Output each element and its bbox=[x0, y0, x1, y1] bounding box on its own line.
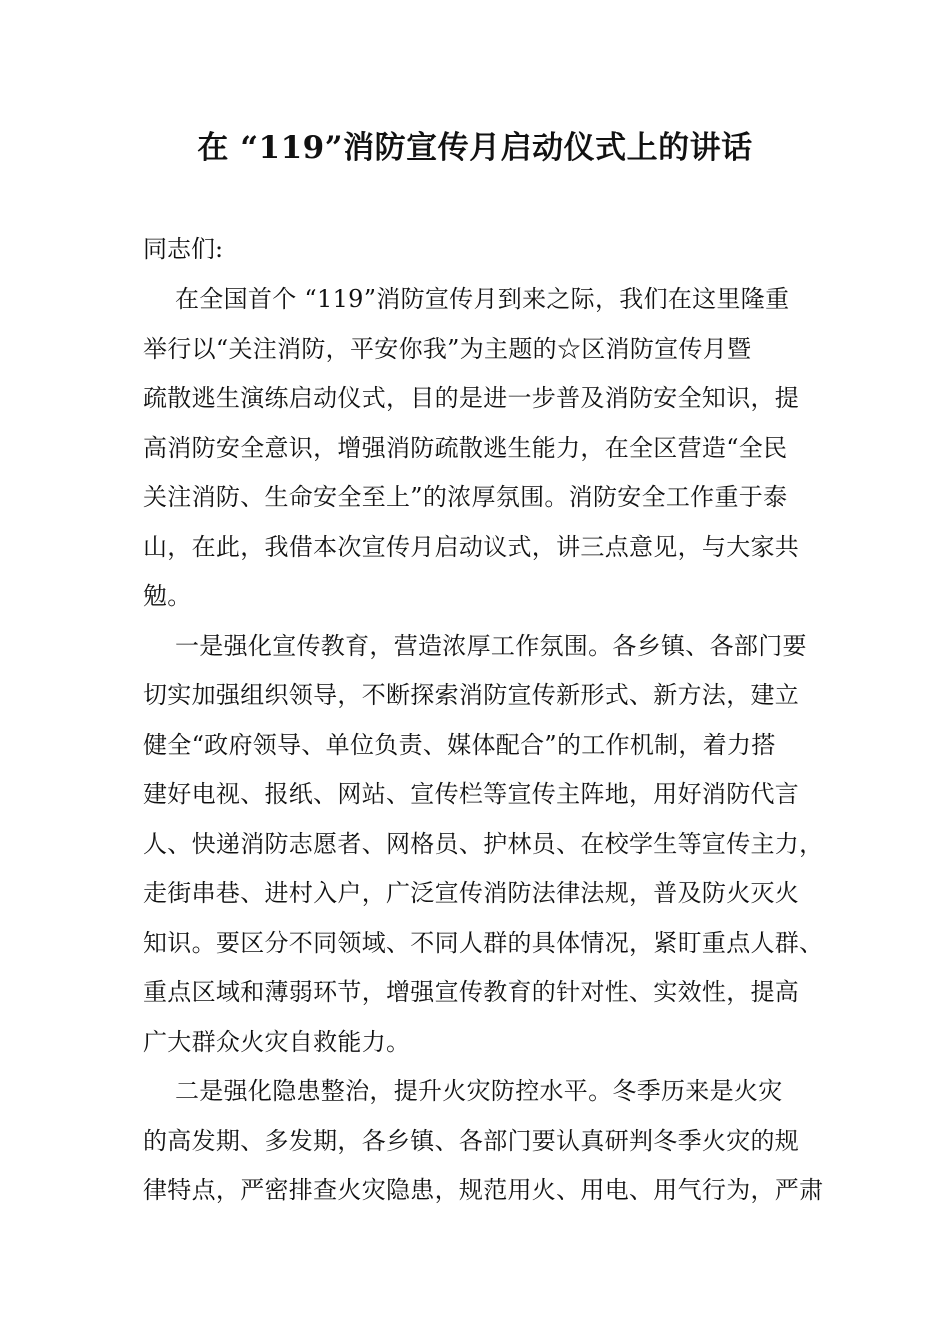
greeting: 同志们: bbox=[143, 235, 224, 263]
paragraph-line: 在全国首个 “119”消防宣传月到来之际，我们在这里隆重 bbox=[175, 285, 790, 313]
paragraph-line: 山，在此，我借本次宣传月启动议式，讲三点意见，与大家共 bbox=[143, 532, 800, 561]
paragraph-line: 人、快递消防志愿者、网格员、护林员、在校学生等宣传主力， bbox=[143, 829, 824, 858]
paragraph bbox=[143, 282, 823, 629]
paragraph-line: 关注消防、生命安全至上”的浓厚氛围。消防安全工作重于泰 bbox=[143, 483, 788, 511]
paragraph-line: 重点区域和薄弱环节，增强宣传教育的针对性、实效性，提高 bbox=[143, 978, 800, 1006]
paragraph-line: 走街串巷、进村入户，广泛宣传消防法律法规，普及防火灭火 bbox=[143, 879, 800, 907]
paragraph-line: 的高发期、多发期，各乡镇、各部门要认真研判冬季火灾的规 bbox=[143, 1126, 800, 1155]
paragraph-line: 切实加强组织领导，不断探索消防宣传新形式、新方法，建立 bbox=[143, 681, 800, 709]
paragraph bbox=[143, 629, 823, 1075]
paragraph-line: 一是强化宣传教育，营造浓厚工作氛围。各乡镇、各部门要 bbox=[175, 631, 807, 660]
paragraph-line: 勉。 bbox=[143, 582, 192, 610]
paragraph-line: 高消防安全意识，增强消防疏散逃生能力，在全区营造“全民 bbox=[143, 433, 788, 462]
paragraph-line: 举行以“关注消防，平安你我”为主题的☆区消防宣传月暨 bbox=[143, 334, 752, 363]
paragraph-line: 广大群众火灾自救能力。 bbox=[143, 1027, 411, 1056]
paragraph-line: 健全“政府领导、单位负责、媒体配合”的工作机制，着力搭 bbox=[143, 730, 776, 759]
document-title: 在 “119”消防宣传月启动仪式上的讲话 bbox=[197, 130, 753, 166]
paragraph-line: 知识。要区分不同领域、不同人群的具体情况，紧盯重点人群、 bbox=[143, 928, 824, 957]
paragraph-line: 二是强化隐患整治，提升火灾防控水平。冬季历来是火灾 bbox=[175, 1077, 783, 1105]
document-body bbox=[143, 282, 823, 1223]
paragraph-line: 建好电视、报纸、网站、宣传栏等宣传主阵地，用好消防代言 bbox=[143, 780, 800, 808]
paragraph bbox=[143, 1074, 823, 1223]
paragraph-line: 疏散逃生演练启动仪式，目的是进一步普及消防安全知识，提 bbox=[143, 384, 800, 412]
paragraph-line: 律特点，严密排查火灾隐患，规范用火、用电、用气行为，严肃 bbox=[143, 1176, 824, 1204]
